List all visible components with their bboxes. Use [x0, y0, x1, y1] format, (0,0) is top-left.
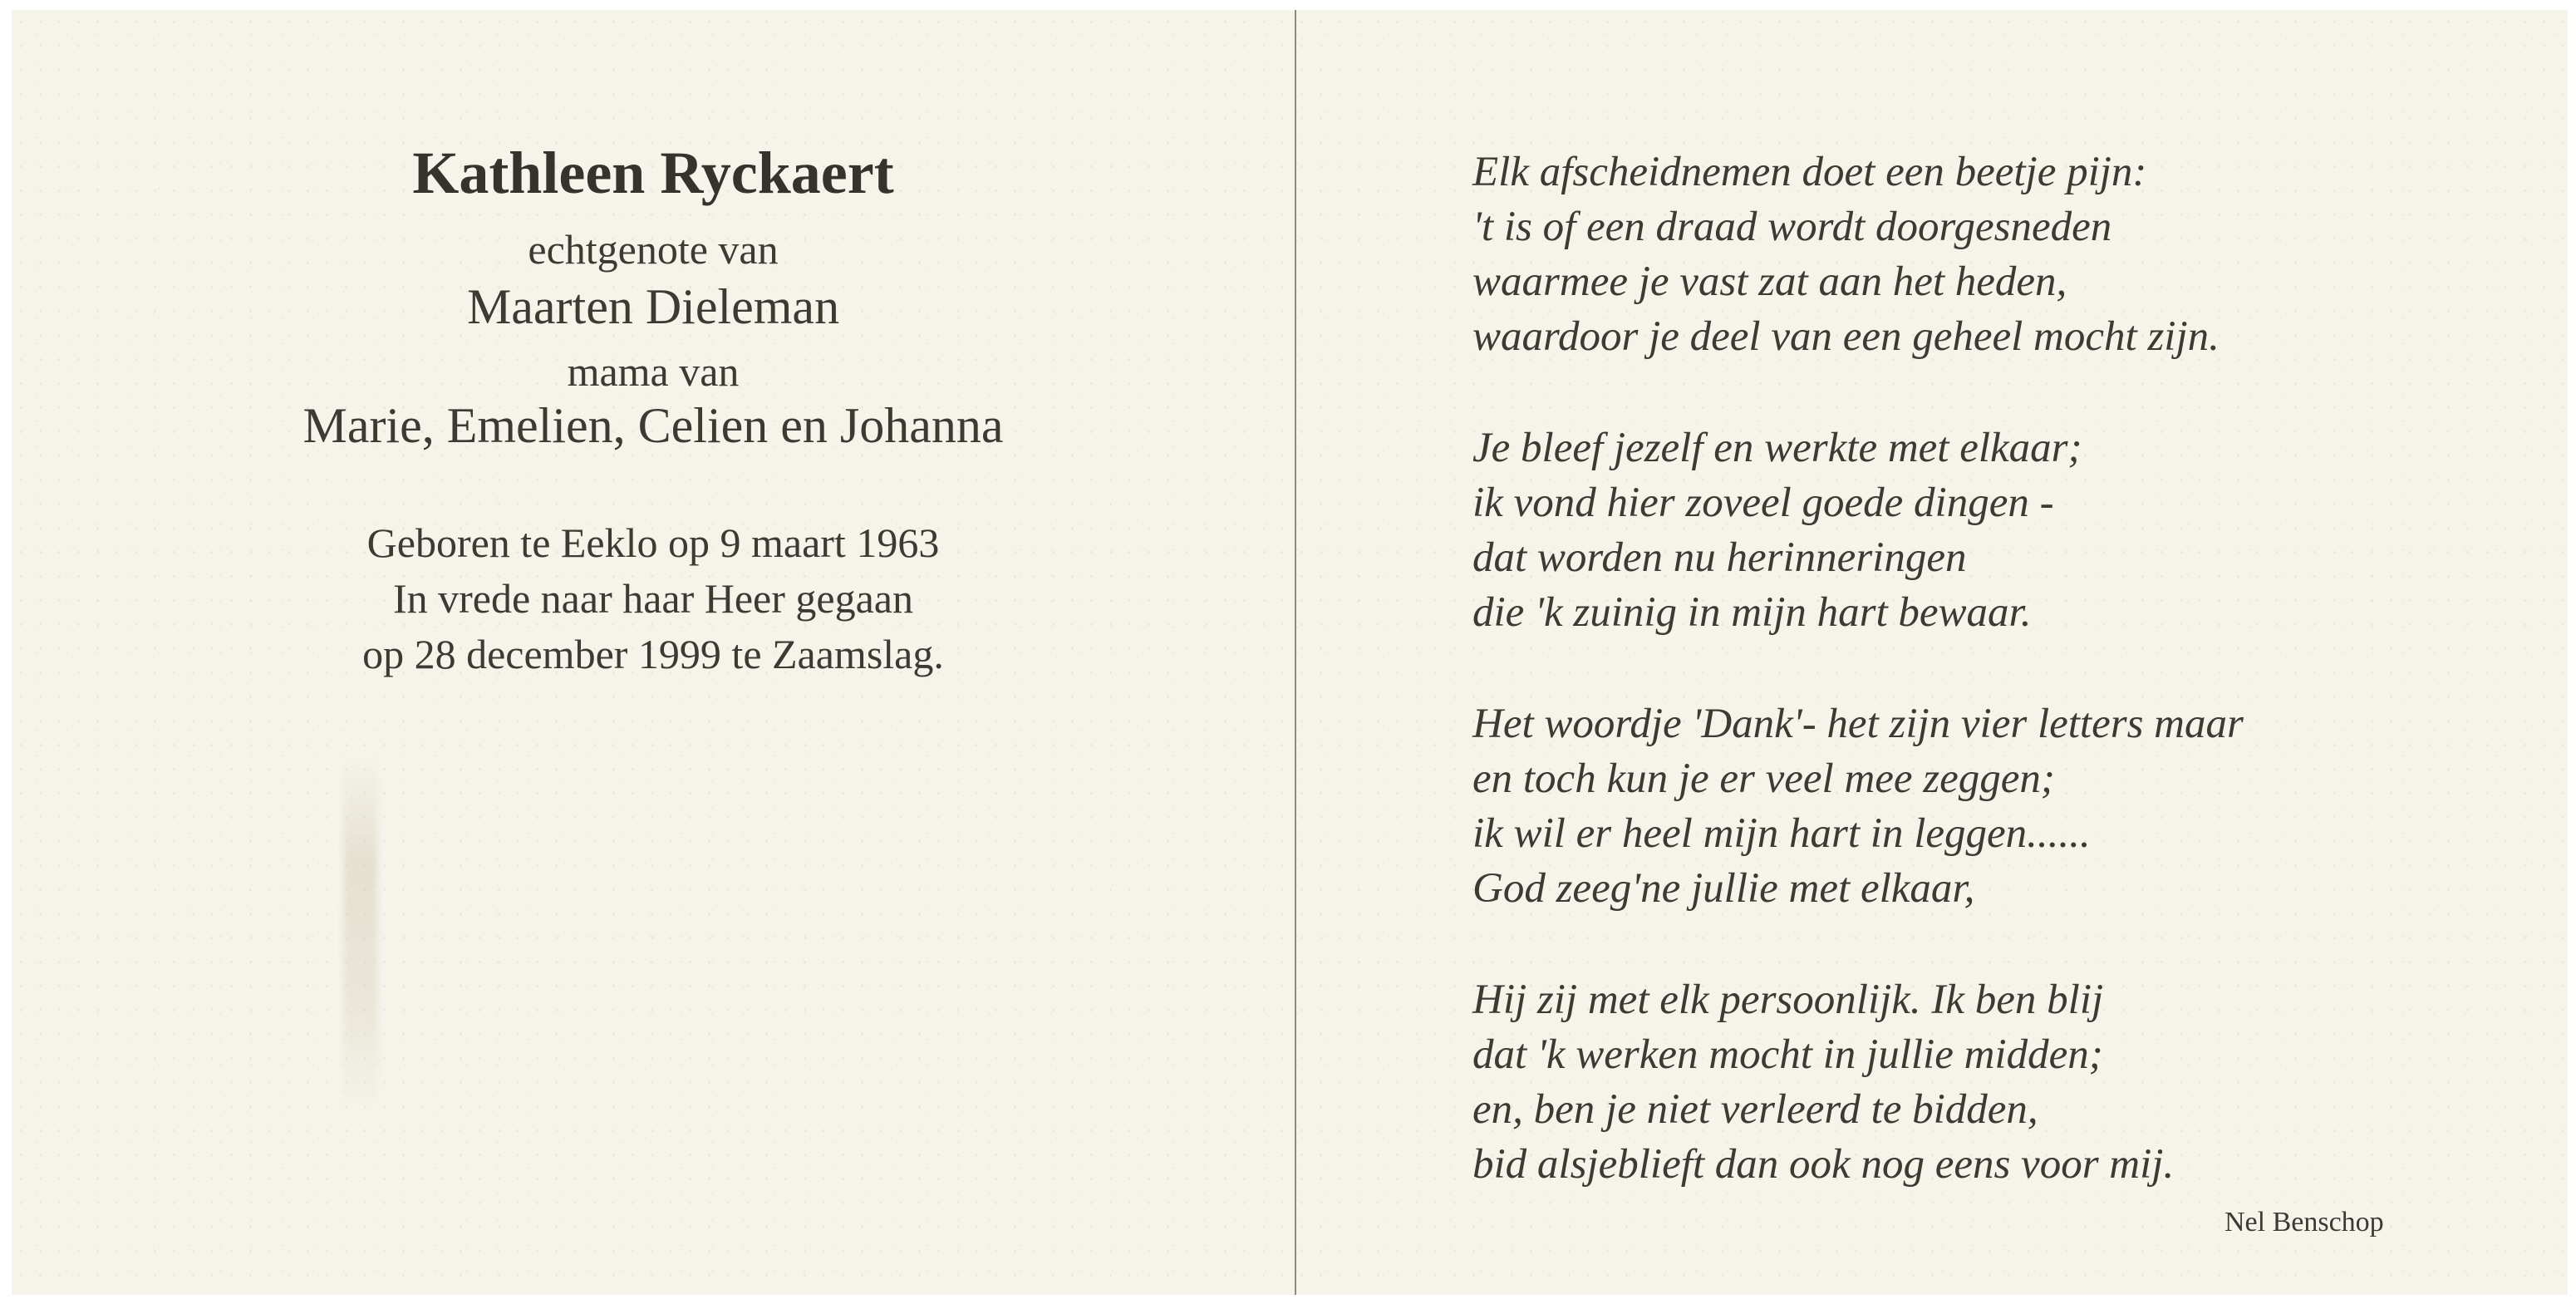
poem-line: en toch kun je er veel mee zeggen;: [1472, 755, 2055, 802]
poem-line: Elk afscheidnemen doet een beetje pijn:: [1472, 149, 2147, 195]
poem-line: 't is of een draad wordt doorgesneden: [1472, 204, 2112, 250]
poem-line: dat worden nu herinneringen: [1472, 534, 1967, 581]
poem-line: waardoor je deel van een geheel mocht zijn.: [1472, 313, 2220, 360]
spouse-intro: echtgenote van: [528, 226, 779, 273]
stanza-gap: [1472, 916, 2503, 972]
poem-line: en, ben je niet verleerd te bidden,: [1472, 1086, 2038, 1133]
stanza-gap: [1472, 640, 2503, 696]
stanza-gap: [1472, 364, 2503, 421]
paper-smudge: [344, 758, 377, 1107]
poem-line: Je bleef jezelf en werkte met elkaar;: [1472, 425, 2082, 471]
poem-stanza-1: [1472, 145, 2503, 364]
death-line-2: op 28 december 1999 te Zaamslag.: [362, 631, 944, 677]
children-intro: mama van: [567, 348, 740, 395]
poem-stanza-3: [1472, 696, 2503, 916]
poem-line: ik wil er heel mijn hart in leggen......: [1472, 810, 2091, 857]
birth-line: Geboren te Eeklo op 9 maart 1963: [366, 519, 940, 566]
poem-line: Het woordje 'Dank'- het zijn vier letters maar: [1472, 701, 2244, 747]
poem-line: ik vond hier zoveel goede dingen -: [1472, 480, 2054, 526]
spouse-name: Maarten Dieleman: [466, 279, 840, 334]
card-right-panel: [1296, 10, 2568, 1295]
poem-line: God zeeg'ne jullie met elkaar,: [1472, 865, 1975, 912]
poem-author: Nel Benschop: [2225, 1207, 2384, 1238]
memorial-card: [12, 10, 2568, 1295]
poem-stanza-4: [1472, 972, 2503, 1192]
poem-line: bid alsjeblieft dan ook nog eens voor mij.: [1472, 1141, 2175, 1188]
poem-line: die 'k zuinig in mijn hart bewaar.: [1472, 589, 2032, 636]
poem-stanza-2: [1472, 421, 2503, 640]
deceased-name: Kathleen Ryckaert: [412, 140, 894, 206]
children-names: Marie, Emelien, Celien en Johanna: [302, 398, 1004, 453]
death-line-1: In vrede naar haar Heer gegaan: [393, 575, 913, 622]
poem-line: waarmee je vast zat aan het heden,: [1472, 258, 2067, 305]
poem-line: dat 'k werken mocht in jullie midden;: [1472, 1031, 2103, 1078]
poem-line: Hij zij met elk persoonlijk. Ik ben blij: [1472, 977, 2104, 1023]
card-left-panel: [12, 10, 1295, 1295]
poem: [1472, 145, 2503, 1192]
